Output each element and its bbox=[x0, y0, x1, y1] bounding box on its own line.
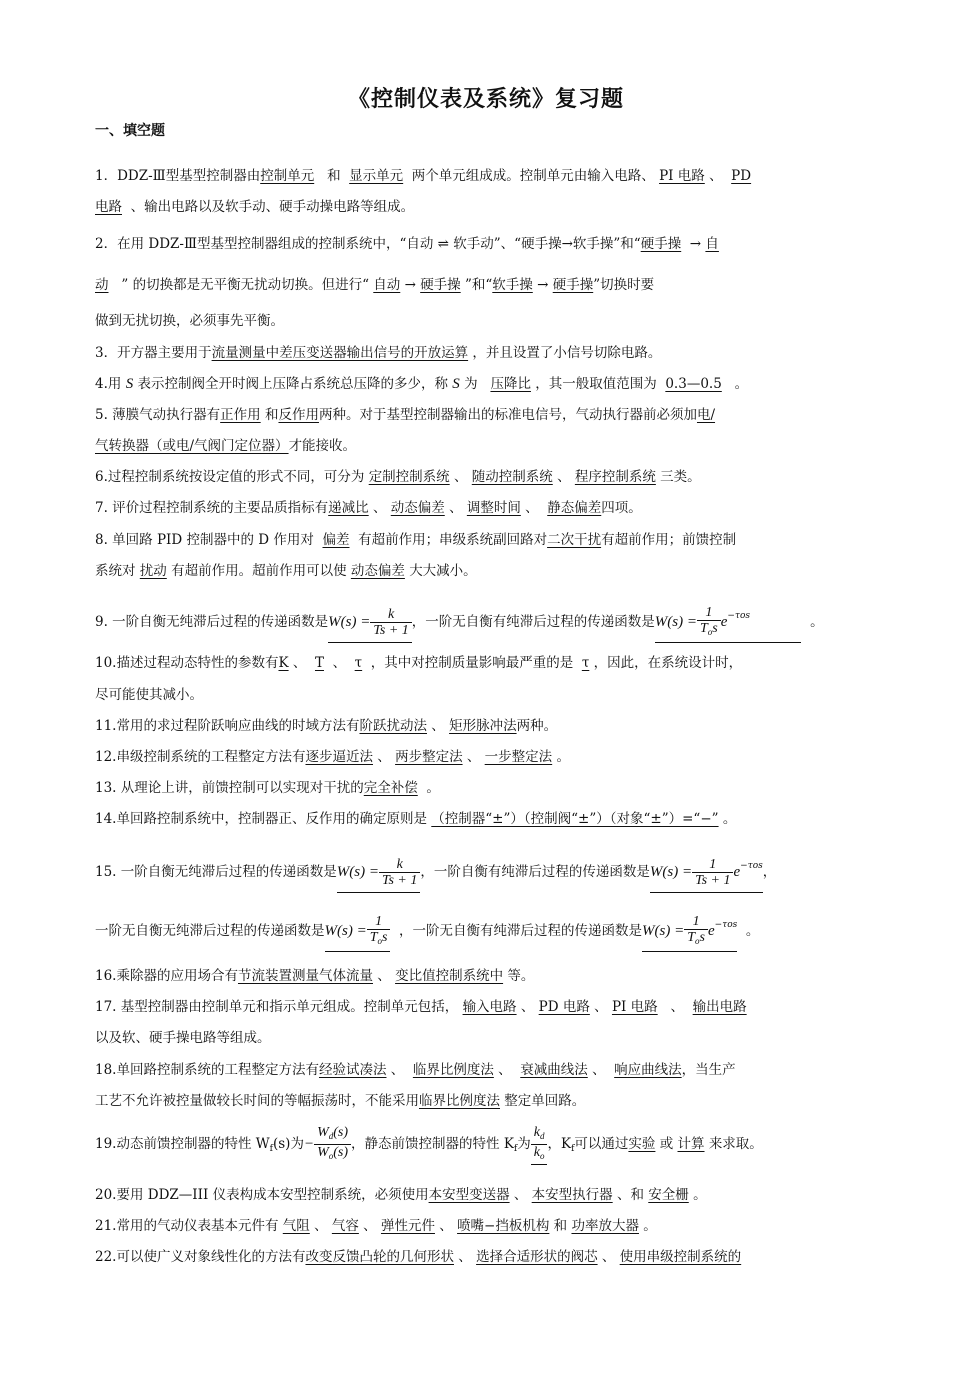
text: 、 bbox=[670, 999, 685, 1015]
text: 工艺不允许被控量做较长时间的等幅振荡时，不能采用 bbox=[95, 1093, 419, 1109]
answer-blank: 两步整定法 bbox=[395, 749, 463, 765]
subscript: f bbox=[571, 1144, 575, 1154]
answer-blank: 矩形脉冲法 bbox=[449, 718, 517, 734]
denominator bbox=[531, 1145, 548, 1164]
text: 13. 从理论上讲，前馈控制可以实现对干扰的 bbox=[95, 780, 364, 796]
answer-blank: 选择合适形状的阀芯 bbox=[476, 1249, 598, 1265]
text: 15. 一阶自衡无纯滞后过程的传递函数是 bbox=[95, 864, 337, 880]
text: 大大减小。 bbox=[409, 563, 477, 579]
text: 1．DDZ-Ⅲ型基型控制器由 bbox=[95, 168, 261, 184]
denominator: Ts + 1 bbox=[373, 623, 409, 638]
answer-blank: 随动控制系统 bbox=[471, 469, 553, 485]
answer-blank: 衰减曲线法 bbox=[520, 1062, 588, 1078]
denominator-text: W bbox=[317, 1145, 329, 1160]
question-18 bbox=[95, 1060, 885, 1080]
answer-blank: 完全补偿 bbox=[363, 780, 418, 796]
text: ” 的切换都是无平衡无扰动切换。但进行“ bbox=[121, 277, 369, 293]
text: ，静态前馈控制器的特性 K bbox=[351, 1136, 514, 1152]
answer-blank: 调整时间 bbox=[466, 500, 521, 516]
text: 、 bbox=[557, 469, 571, 485]
numerator-text: W bbox=[317, 1125, 329, 1140]
text: 、 bbox=[390, 1062, 405, 1078]
answer-blank: τ bbox=[581, 655, 590, 671]
subscript: d bbox=[539, 1131, 545, 1141]
answer-blank: 本安型变送器 bbox=[428, 1187, 510, 1203]
text: 、 bbox=[592, 1062, 606, 1078]
text: 。 bbox=[693, 1187, 707, 1203]
text: 9. 一阶自衡无纯滞后过程的传递函数是 bbox=[95, 614, 329, 630]
text: ，其一般取值范围为 bbox=[535, 376, 657, 392]
answer-blank: 气阻 bbox=[282, 1218, 310, 1234]
subscript: f bbox=[513, 1144, 518, 1154]
question-21 bbox=[95, 1216, 885, 1236]
text: ”和“ bbox=[464, 277, 493, 293]
subscript: o bbox=[539, 1151, 545, 1161]
text: ，当生产 bbox=[681, 1062, 736, 1078]
exponent-text: s bbox=[732, 920, 738, 930]
exponential: e bbox=[733, 864, 741, 880]
text: 两种。 bbox=[516, 718, 558, 734]
arrow: → bbox=[689, 236, 702, 252]
fraction bbox=[367, 914, 391, 949]
denominator-text: k bbox=[533, 1145, 540, 1160]
text: 、输出电路以及软手动、硬手动操电路等组成。 bbox=[130, 199, 415, 215]
question-1 bbox=[95, 166, 885, 186]
text: 。 bbox=[426, 780, 440, 796]
section-heading: 一、填空题 bbox=[95, 123, 165, 139]
exponent-sub: o bbox=[752, 861, 759, 871]
denominator-text: s bbox=[699, 930, 705, 945]
exponent-text: −τ bbox=[727, 611, 740, 621]
symbol: S bbox=[125, 376, 134, 392]
formula-lhs: W(s) = bbox=[336, 864, 379, 880]
subscript: d bbox=[328, 1131, 334, 1141]
answer-blank: 喷嘴−挡板机构 bbox=[457, 1218, 550, 1234]
question-22 bbox=[95, 1247, 885, 1267]
question-17-cont bbox=[95, 1028, 885, 1048]
text: 整定单回路。 bbox=[504, 1093, 586, 1109]
denominator-text: (s) bbox=[333, 1145, 349, 1160]
question-10 bbox=[95, 653, 885, 673]
text: 、和 bbox=[616, 1187, 644, 1203]
formula-lhs: W(s) = bbox=[324, 923, 367, 939]
exponent-text: −τ bbox=[714, 920, 728, 930]
answer-blank: 压降比 bbox=[490, 376, 531, 392]
numerator: 1 bbox=[367, 914, 391, 930]
text: 、 bbox=[431, 718, 445, 734]
formula-blank bbox=[328, 602, 412, 643]
text: 5. 薄膜气动执行器有 bbox=[95, 407, 221, 423]
answer-blank: 定制控制系统 bbox=[368, 469, 450, 485]
exponent bbox=[727, 611, 750, 621]
text: 6.过程控制系统按设定值的形式不同，可分为 bbox=[95, 469, 365, 485]
denominator-text: T bbox=[687, 930, 696, 945]
formula-blank bbox=[531, 1124, 548, 1165]
question-17 bbox=[95, 997, 885, 1017]
text: 、 bbox=[372, 500, 387, 516]
text: 一阶无自衡无纯滞后过程的传递函数是 bbox=[95, 923, 325, 939]
denominator-text: s bbox=[382, 930, 388, 945]
text: 16.乘除器的应用场合有 bbox=[95, 968, 238, 984]
text: 、 bbox=[709, 168, 723, 184]
text: 、 bbox=[513, 1187, 528, 1203]
denominator bbox=[684, 930, 708, 949]
subscript: o bbox=[328, 1151, 334, 1161]
text: 、 bbox=[525, 500, 539, 516]
denominator bbox=[367, 930, 391, 949]
text: 两种。对于基型控制器输出的标准电信号，气动执行器前必须加 bbox=[318, 407, 697, 423]
exponent bbox=[740, 861, 763, 871]
answer-blank: 硬手操 bbox=[552, 277, 594, 293]
subscript: f bbox=[269, 1144, 273, 1154]
numerator: 1 bbox=[697, 605, 721, 621]
denominator bbox=[697, 621, 721, 640]
formula-blank bbox=[337, 852, 421, 893]
denominator: Ts + 1 bbox=[695, 873, 731, 888]
answer-blank: 逐步逼近法 bbox=[305, 749, 373, 765]
answer-blank: 动态偏差 bbox=[350, 563, 405, 579]
text: 、 bbox=[520, 999, 535, 1015]
text: 尽可能使其减小。 bbox=[95, 687, 203, 703]
question-4 bbox=[95, 374, 885, 394]
text: 17. 基型控制器由控制单元和指示单元组成。控制单元包括， bbox=[95, 999, 459, 1015]
answer-blank: 响应曲线法 bbox=[614, 1062, 682, 1078]
text: 22.可以使广义对象线性化的方法有 bbox=[95, 1249, 306, 1265]
text: 12.串级控制系统的工程整定方法有 bbox=[95, 749, 306, 765]
text: 为 bbox=[517, 1136, 531, 1152]
question-3 bbox=[95, 343, 885, 363]
text: 、 bbox=[363, 1218, 377, 1234]
text: 、 bbox=[594, 999, 608, 1015]
text: 。 bbox=[643, 1218, 657, 1234]
text: 、 bbox=[314, 1218, 328, 1234]
fraction bbox=[379, 857, 420, 888]
text: 、 bbox=[377, 968, 391, 984]
answer-blank: 本安型执行器 bbox=[531, 1187, 613, 1203]
numerator bbox=[314, 1125, 351, 1145]
text: 14.单回路控制系统中，控制器正、反作用的确定原则是 bbox=[95, 811, 427, 827]
question-5 bbox=[95, 405, 885, 425]
question-13 bbox=[95, 778, 885, 798]
question-15-cont bbox=[95, 905, 885, 952]
formula-lhs: W(s) = bbox=[654, 614, 697, 630]
formula-blank bbox=[655, 596, 802, 643]
exponent-text: −τ bbox=[740, 861, 753, 871]
text: 两个单元组成成。控制单元由输入电路、 bbox=[411, 168, 655, 184]
text: ，一阶自衡有纯滞后过程的传递函数是 bbox=[420, 864, 650, 880]
answer-blank: 使用串级控制系统的 bbox=[619, 1249, 742, 1265]
text: 20.要用 DDZ—III 仪表构成本安型控制系统，必须使用 bbox=[95, 1187, 429, 1203]
answer-blank: 输出电路 bbox=[692, 999, 747, 1015]
answer-blank: 递减比 bbox=[328, 500, 369, 516]
text: 和 bbox=[264, 407, 279, 423]
text: 才能接收。 bbox=[288, 438, 357, 454]
symbol: S bbox=[452, 376, 460, 392]
text: 、 bbox=[498, 1062, 512, 1078]
text: 、 bbox=[292, 655, 307, 671]
formula-lhs: W(s) = bbox=[649, 864, 693, 880]
answer-blank: 阶跃扰动法 bbox=[359, 718, 427, 734]
answer-blank: 临界比例度法 bbox=[419, 1093, 500, 1109]
answer-blank: 动态偏差 bbox=[390, 500, 445, 516]
numerator-text: k bbox=[533, 1125, 540, 1140]
question-14 bbox=[95, 809, 885, 829]
answer-blank: 硬手操 bbox=[640, 236, 682, 252]
exponent-text: s bbox=[758, 861, 763, 871]
question-2-cont2 bbox=[95, 311, 885, 331]
answer-blank: 电路 bbox=[95, 199, 122, 215]
numerator: 1 bbox=[692, 857, 733, 873]
question-20 bbox=[95, 1185, 885, 1205]
text: 来求取。 bbox=[708, 1136, 763, 1152]
answer-blank: 0.3—0.5 bbox=[665, 376, 722, 392]
answer-blank: 输入电路 bbox=[462, 999, 517, 1015]
answer-blank: 实验 bbox=[628, 1136, 656, 1152]
text: 、 bbox=[439, 1218, 453, 1234]
text: ，K bbox=[547, 1136, 572, 1152]
formula-blank bbox=[642, 905, 737, 952]
answer-blank: 变比值控制系统中 bbox=[395, 968, 504, 984]
answer-blank: 程序控制系统 bbox=[574, 469, 656, 485]
text: ， bbox=[762, 864, 777, 880]
question-5-cont bbox=[95, 436, 885, 456]
subscript: o bbox=[707, 627, 713, 637]
answer-blank: 动 bbox=[95, 277, 109, 293]
question-15 bbox=[95, 846, 885, 893]
answer-blank: K bbox=[278, 655, 289, 671]
text: 表示控制阀全开时阀上压降占系统总压降的多少，称 bbox=[137, 376, 448, 392]
text: 。 bbox=[745, 923, 760, 939]
answer-blank: 偏差 bbox=[322, 532, 350, 548]
answer-blank: 扰动 bbox=[139, 563, 167, 579]
question-1-cont bbox=[95, 197, 885, 217]
text: 和 bbox=[327, 168, 341, 184]
text: ，因此，在系统设计时， bbox=[593, 655, 743, 671]
numerator bbox=[531, 1125, 548, 1145]
text: 等。 bbox=[507, 968, 535, 984]
exponent-sub: o bbox=[739, 611, 746, 621]
text: 7. 评价过程控制系统的主要品质指标有 bbox=[95, 500, 329, 516]
question-12 bbox=[95, 747, 885, 767]
question-8-cont bbox=[95, 561, 885, 581]
answer-blank: τ bbox=[354, 655, 363, 671]
text: 或 bbox=[659, 1136, 674, 1152]
numerator-text: (s) bbox=[333, 1125, 349, 1140]
answer-blank: 一步整定法 bbox=[484, 749, 553, 765]
answer-blank: T bbox=[314, 655, 324, 671]
text: 11.常用的求过程阶跃响应曲线的时域方法有 bbox=[95, 718, 360, 734]
text: 以及软、硬手操电路等组成。 bbox=[95, 1030, 271, 1046]
answer-blank: 软手操 bbox=[492, 277, 533, 293]
denominator-text: T bbox=[699, 621, 708, 636]
answer-blank: （控制器“±”）（控制阀“±”）（对象“±”）=“−” bbox=[431, 811, 719, 827]
subscript: o bbox=[377, 936, 382, 946]
fraction bbox=[697, 605, 721, 640]
subscript: o bbox=[695, 936, 700, 946]
answer-blank: 正作用 bbox=[220, 407, 261, 423]
formula-lhs: W(s) = bbox=[642, 923, 685, 939]
answer-blank: 气容 bbox=[331, 1218, 359, 1234]
denominator-text: T bbox=[369, 930, 378, 945]
answer-blank: PD 电路 bbox=[538, 999, 590, 1015]
exponent-sub: o bbox=[727, 920, 733, 930]
fraction bbox=[692, 857, 733, 888]
text: 。 bbox=[810, 614, 824, 630]
text: 为 bbox=[464, 376, 478, 392]
answer-blank: 节流装置测量气体流量 bbox=[237, 968, 373, 984]
text: 有超前作用。超前作用可以使 bbox=[171, 563, 347, 579]
numerator: k bbox=[379, 857, 420, 873]
text: ，并且设置了小信号切除电路。 bbox=[472, 345, 662, 361]
answer-blank: 自 bbox=[705, 236, 719, 252]
text: 。 bbox=[556, 749, 570, 765]
question-10-cont bbox=[95, 685, 885, 705]
question-19 bbox=[95, 1124, 885, 1169]
question-2 bbox=[95, 234, 885, 254]
fraction bbox=[531, 1125, 548, 1164]
text: 三类。 bbox=[660, 469, 701, 485]
text: 。 bbox=[722, 811, 737, 827]
question-8 bbox=[95, 530, 885, 550]
fraction bbox=[314, 1125, 351, 1164]
text: 18.单回路控制系统的工程整定方法有 bbox=[95, 1062, 319, 1078]
arrow: → bbox=[537, 277, 549, 293]
text: 19.动态前馈控制器的特性 W bbox=[95, 1136, 270, 1152]
text: 和 bbox=[553, 1218, 568, 1234]
fraction bbox=[370, 607, 411, 638]
formula-blank bbox=[650, 846, 763, 893]
answer-blank: 经验试凑法 bbox=[318, 1062, 387, 1078]
text: 21.常用的气动仪表基本元件有 bbox=[95, 1218, 279, 1234]
text: 3．开方器主要用于 bbox=[95, 345, 212, 361]
answer-blank: 气转换器（或电/气阀门定位器） bbox=[95, 438, 289, 454]
answer-blank: 静态偏差 bbox=[547, 500, 602, 516]
fraction bbox=[684, 914, 708, 949]
text: 有超前作用；前馈控制 bbox=[601, 532, 737, 548]
text: 、 bbox=[458, 1249, 472, 1265]
text: 做到无扰切换，必须事先平衡。 bbox=[95, 313, 284, 329]
question-18-cont bbox=[95, 1091, 885, 1111]
exponential: e bbox=[720, 614, 728, 630]
exponent-text: s bbox=[745, 611, 750, 621]
arrow: → bbox=[404, 277, 416, 293]
text: 有超前作用；串级系统副回路对 bbox=[358, 532, 548, 548]
question-11 bbox=[95, 716, 885, 736]
answer-blank: 自动 bbox=[373, 277, 401, 293]
text: 、 bbox=[449, 500, 463, 516]
text: 四项。 bbox=[601, 500, 642, 516]
text: ”切换时要 bbox=[593, 277, 655, 293]
text: 2．在用 DDZ-Ⅲ型基型控制器组成的控制系统中，“自动 ⇌ 软手动”、“硬手操→软手操”和“ bbox=[95, 236, 641, 252]
numerator: 1 bbox=[684, 914, 708, 930]
text: ，一阶无自衡有纯滞后过程的传递函数是 bbox=[399, 923, 643, 939]
text: 。 bbox=[734, 376, 749, 392]
page-title: 《控制仪表及系统》复习题 bbox=[347, 87, 624, 112]
answer-blank: 二次干扰 bbox=[547, 532, 602, 548]
text: ，一阶无自衡有纯滞后过程的传递函数是 bbox=[411, 614, 655, 630]
text: 8. 单回路 PID 控制器中的 D 作用对 bbox=[95, 532, 314, 548]
text: 、 bbox=[466, 749, 481, 765]
text: 、 bbox=[601, 1249, 616, 1265]
minus-sign: − bbox=[303, 1136, 315, 1152]
exponential: e bbox=[708, 923, 715, 939]
answer-blank: 控制单元 bbox=[260, 168, 315, 184]
formula-blank bbox=[325, 911, 391, 952]
text: 4.用 bbox=[95, 376, 122, 392]
numerator: k bbox=[370, 607, 411, 623]
question-16 bbox=[95, 966, 885, 986]
question-9 bbox=[95, 596, 885, 643]
text: (s)为 bbox=[272, 1136, 304, 1152]
answer-blank: PD bbox=[731, 168, 752, 184]
text: 可以通过 bbox=[574, 1136, 629, 1152]
answer-blank: 临界比例度法 bbox=[412, 1062, 494, 1078]
answer-blank: PI 电路 bbox=[611, 999, 658, 1015]
text: 10.描述过程动态特性的参数有 bbox=[95, 655, 279, 671]
denominator-text: s bbox=[712, 621, 718, 636]
answer-blank: 计算 bbox=[677, 1136, 705, 1152]
text: 、 bbox=[332, 655, 347, 671]
text: 系统对 bbox=[95, 563, 136, 579]
answer-blank: 流量测量中差压变送器输出信号的开放运算 bbox=[211, 345, 469, 361]
denominator: Ts + 1 bbox=[381, 873, 418, 888]
answer-blank: 安全栅 bbox=[648, 1187, 689, 1203]
question-7 bbox=[95, 498, 885, 518]
answer-blank: PI 电路 bbox=[659, 168, 705, 184]
text: 、 bbox=[453, 469, 468, 485]
answer-blank: 功率放大器 bbox=[571, 1218, 639, 1234]
exponent bbox=[715, 920, 738, 930]
answer-blank: 显示单元 bbox=[349, 168, 404, 184]
answer-blank: 电/ bbox=[696, 407, 716, 423]
question-2-cont bbox=[95, 275, 885, 295]
answer-blank: 硬手操 bbox=[420, 277, 461, 293]
answer-blank: 反作用 bbox=[278, 407, 319, 423]
denominator bbox=[314, 1145, 351, 1164]
answer-blank: 改变反馈凸轮的几何形状 bbox=[305, 1249, 454, 1265]
text: ，其中对控制质量影响最严重的是 bbox=[370, 655, 574, 671]
question-6 bbox=[95, 467, 885, 487]
text: 、 bbox=[377, 749, 391, 765]
answer-blank: 弹性元件 bbox=[380, 1218, 435, 1234]
formula-lhs: W(s) = bbox=[328, 614, 371, 630]
